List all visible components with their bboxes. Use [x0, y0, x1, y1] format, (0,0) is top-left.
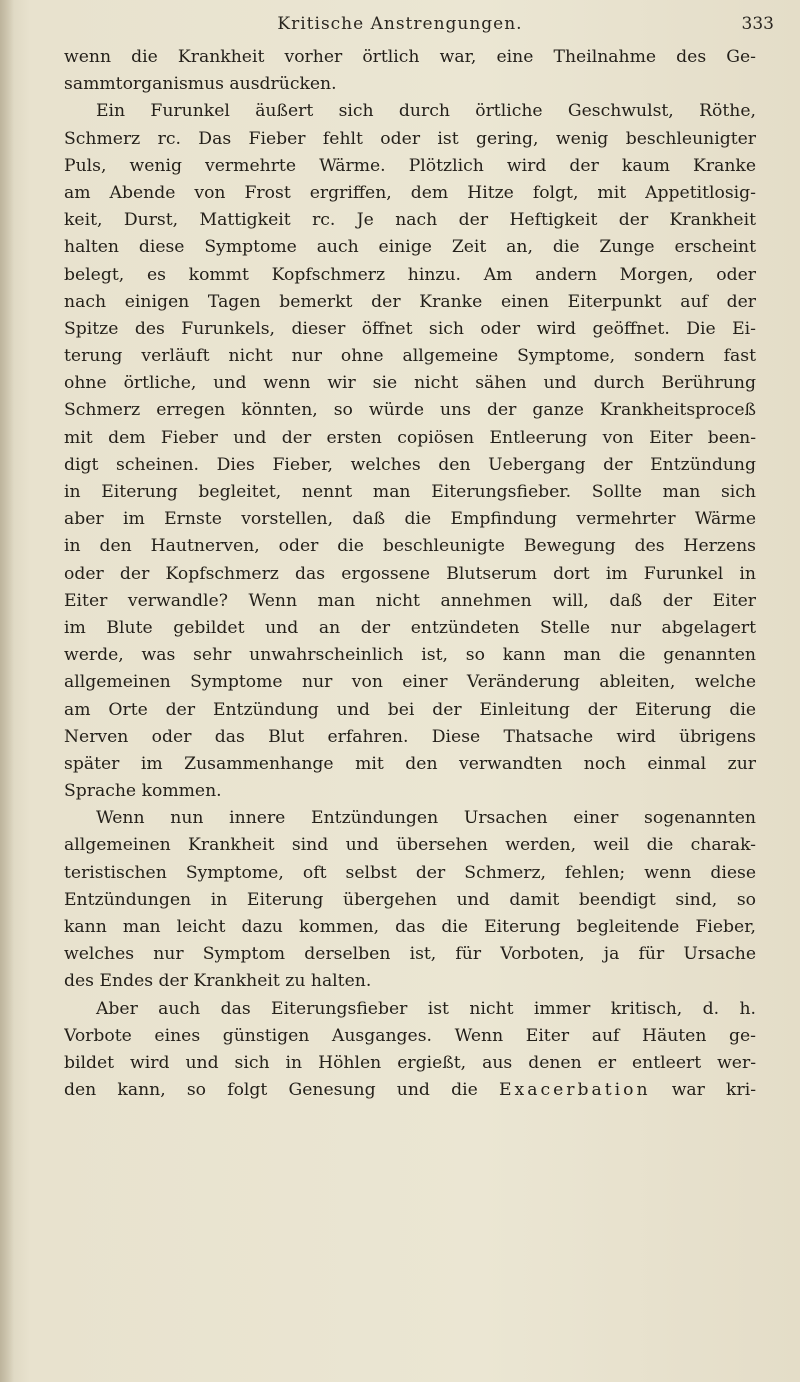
text-line: des Endes der Krankheit zu halten.	[64, 971, 372, 992]
text-line: keit, Durst, Mattigkeit rc. Je nach der Heftigkeit der Krankheit	[64, 210, 756, 231]
text-line: in den Hautnerven, oder die beschleunigte Bewegung des Herzens	[64, 536, 756, 557]
text-line: oder der Kopfschmerz das ergossene Blutserum dort im Furunkel in	[64, 563, 756, 584]
text-line: allgemeinen Krankheit sind und übersehen werden, weil die charak-	[64, 835, 756, 856]
text-line: später im Zusammenhange mit den verwandten noch einmal zur	[64, 753, 756, 774]
text-line: Nerven oder das Blut erfahren. Diese Thatsache wird übrigens	[64, 726, 756, 747]
text-line final-line: den kann, so folgt Genesung und die Exacerbation war kri-	[64, 1080, 756, 1101]
text-line: Schmerz rc. Das Fieber fehlt oder ist gering, wenig beschleunigter	[64, 128, 756, 149]
text-line: Puls, wenig vermehrte Wärme. Plötzlich wird der kaum Kranke	[64, 155, 756, 176]
text-line: terung verläuft nicht nur ohne allgemeine Symptome, sondern fast	[64, 346, 756, 367]
emphasized-word: Exacerbation	[498, 1080, 651, 1101]
text-line: Aber auch das Eiterungsfieber ist nicht immer kritisch, d. h.	[96, 998, 756, 1019]
binding-shadow	[0, 0, 14, 1382]
page-header	[0, 10, 800, 42]
text-line: Schmerz erregen könnten, so würde uns der ganze Krankheitsproceß	[64, 400, 756, 421]
text-line: belegt, es kommt Kopfschmerz hinzu. Am andern Morgen, oder	[64, 264, 756, 285]
text-line: ohne örtliche, und wenn wir sie nicht sähen und durch Berührung	[64, 373, 756, 394]
text-line: Eiter verwandle? Wenn man nicht annehmen will, daß der Eiter	[64, 590, 756, 611]
text-line: teristischen Symptome, oft selbst der Schmerz, fehlen; wenn diese	[64, 862, 756, 883]
text-line: wenn die Krankheit vorher örtlich war, eine Theilnahme des Ge-	[64, 47, 756, 67]
text-line: bildet wird und sich in Höhlen ergießt, aus denen er entleert wer-	[64, 1052, 756, 1073]
text-line: sammtorganismus ausdrücken.	[64, 74, 337, 95]
text-line: nach einigen Tagen bemerkt der Kranke einen Eiterpunkt auf der	[64, 291, 756, 312]
text-line: welches nur Symptom derselben ist, für Vorboten, ja für Ursache	[64, 944, 756, 965]
text-line: am Orte der Entzündung und bei der Einleitung der Eiterung die	[64, 699, 756, 720]
text-line: Ein Furunkel äußert sich durch örtliche Geschwulst, Röthe,	[96, 101, 756, 122]
running-title: Kritische Anstrengungen.	[277, 14, 523, 34]
text-line: Vorbote eines günstigen Ausganges. Wenn Eiter auf Häuten ge-	[64, 1025, 756, 1046]
text-line: mit dem Fieber und der ersten copiösen Entleerung von Eiter been-	[64, 427, 756, 448]
text-line: in Eiterung begleitet, nennt man Eiterungsfieber. Sollte man sich	[64, 482, 756, 502]
text-line: kann man leicht dazu kommen, das die Eiterung begleitende Fieber,	[64, 917, 756, 937]
text-line: digt scheinen. Dies Fieber, welches den Uebergang der Entzündung	[64, 454, 756, 475]
text-line: Sprache kommen.	[64, 781, 222, 802]
body-text	[64, 44, 756, 1104]
text-line: im Blute gebildet und an der entzündeten Stelle nur abgelagert	[64, 617, 756, 638]
text-line: halten diese Symptome auch einige Zeit an, die Zunge erscheint	[64, 237, 756, 258]
text-line: Entzündungen in Eiterung übergehen und damit beendigt sind, so	[64, 889, 756, 910]
text-line: Wenn nun innere Entzündungen Ursachen einer sogenannten	[96, 808, 756, 829]
text-line: allgemeinen Symptome nur von einer Veränderung ableiten, welche	[64, 672, 756, 693]
page-number: 333	[741, 14, 774, 34]
text-line: am Abende von Frost ergriffen, dem Hitze folgt, mit Appetitlosig-	[64, 182, 756, 203]
text-line: Spitze des Furunkels, dieser öffnet sich oder wird geöffnet. Die Ei-	[64, 318, 756, 339]
text-line: werde, was sehr unwahrscheinlich ist, so kann man die genannten	[64, 645, 756, 666]
text-line: aber im Ernste vorstellen, daß die Empfindung vermehrter Wärme	[64, 509, 756, 530]
